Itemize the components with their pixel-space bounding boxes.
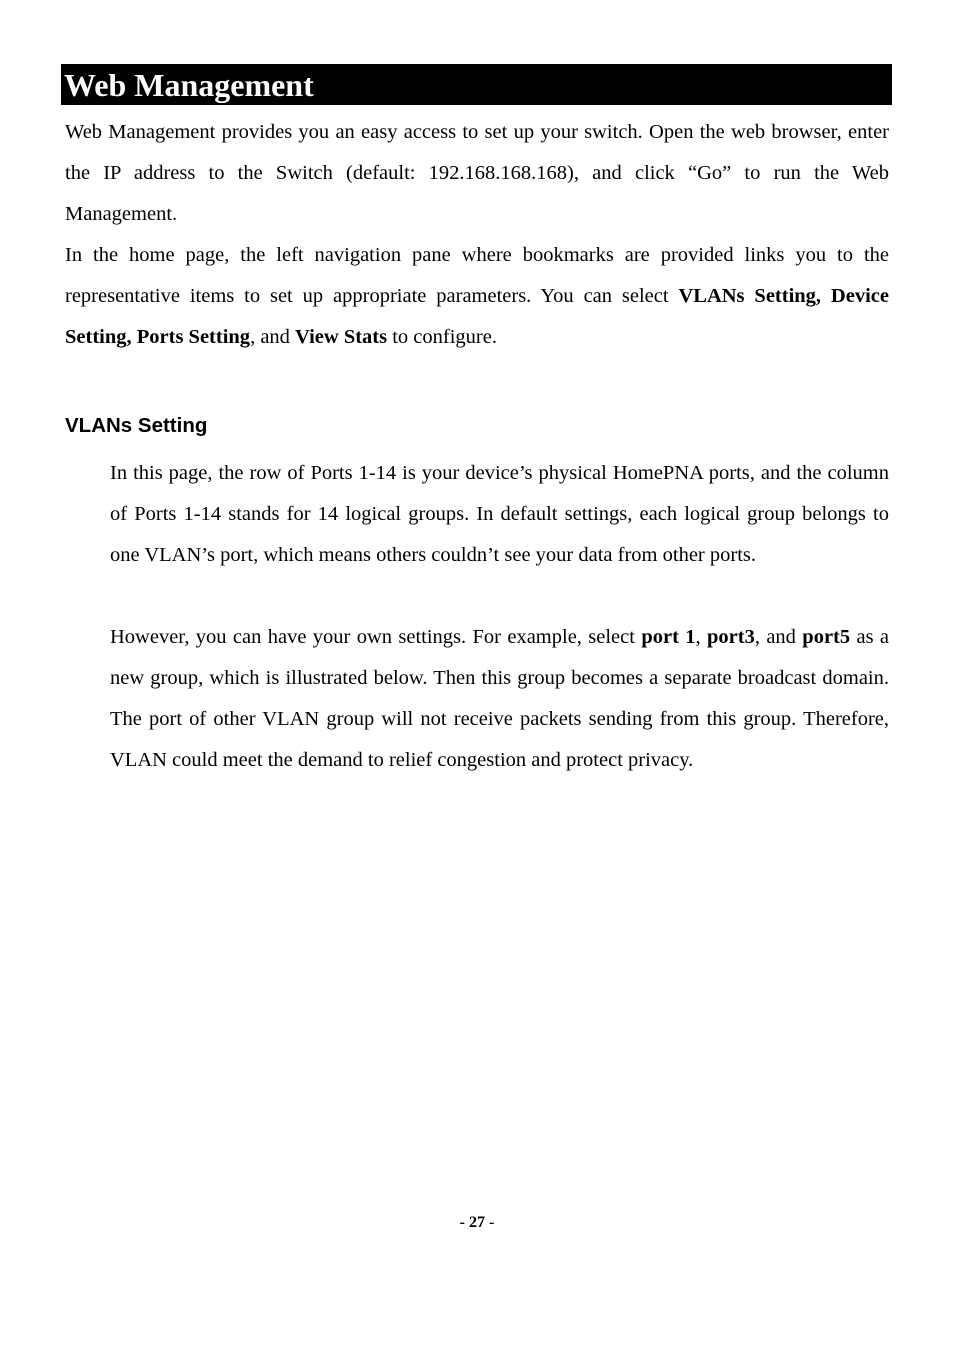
intro-paragraph-2 bbox=[65, 235, 889, 358]
title-bar bbox=[61, 64, 892, 105]
bold-port-5: port5 bbox=[802, 626, 851, 648]
intro-paragraph-2-text-2: , and bbox=[250, 326, 296, 348]
vlans-paragraph-2-text-2: , bbox=[695, 626, 708, 648]
vlans-paragraph-2 bbox=[110, 617, 889, 781]
intro-paragraph-2-text-1: In the home page, the left navigation pane where bookmarks are provided links you to the representative items to set up appropriate parameters. You can select bbox=[65, 244, 889, 307]
bold-port-1: port 1 bbox=[641, 626, 696, 648]
vlans-paragraph-2-text-3: , and bbox=[754, 626, 803, 648]
intro-paragraph-2-text-3: to configure. bbox=[387, 326, 497, 348]
page-title: Web Management bbox=[64, 67, 314, 103]
intro-paragraph-1: Web Management provides you an easy access to set up your switch. Open the web browser, enter the IP address to the Switch (default: 192.168.168.168), and click “Go” to run the Web Management. bbox=[65, 121, 889, 225]
intro-bold-menu-items: VLANs Setting, Device Setting, Ports Setting bbox=[65, 285, 889, 348]
vlans-paragraph-1: In this page, the row of Ports 1-14 is your device’s physical HomePNA ports, and the column of Ports 1-14 stands for 14 logical groups. In default settings, each logical group belongs to one VLAN’s port, which means others couldn’t see your data from other ports. bbox=[110, 462, 889, 566]
vlans-paragraph-2-text-1: However, you can have your own settings. For example, select bbox=[110, 626, 642, 648]
bold-port-3: port3 bbox=[707, 626, 755, 648]
page-number: - 27 - bbox=[459, 1214, 495, 1231]
vlans-paragraph-2-text-4: as a new group, which is illustrated below. Then this group becomes a separate broadcast domain. The port of other VLAN group will not receive packets sending from this group. Therefore, VLAN could meet the demand to relief congestion and protect privacy. bbox=[110, 626, 890, 771]
intro-bold-view-stats: View Stats bbox=[295, 326, 388, 348]
section-heading-vlans-setting: VLANs Setting bbox=[65, 414, 208, 437]
